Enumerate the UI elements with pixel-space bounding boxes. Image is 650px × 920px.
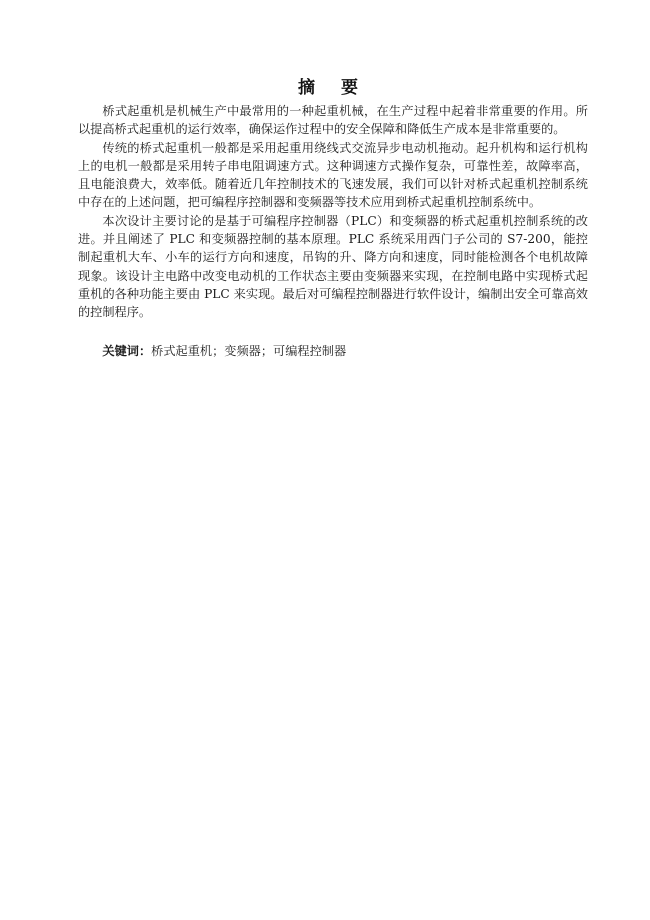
keywords-label: 关键词： — [102, 343, 152, 358]
keywords-text: 桥式起重机；变频器；可编程控制器 — [151, 343, 347, 358]
abstract-section — [78, 77, 588, 360]
abstract-paragraph-2: 传统的桥式起重机一般都是采用起重用绕线式交流异步电动机拖动。起升机构和运行机构上的电机一般都是采用转子串电阻调速方式。这种调速方式操作复杂，可靠性差，故障率高，且电能浪费大，效率低。随着近几年控制技术的飞速发展，我们可以针对桥式起重机控制系统中存在的上述问题，把可编程序控制器和变频器等技术应用到桥式起重机控制系统中。 — [78, 140, 588, 210]
abstract-title: 摘 要 — [298, 78, 368, 98]
abstract-paragraph-1: 桥式起重机是机械生产中最常用的一种起重机械，在生产过程中起着非常重要的作用。所以提高桥式起重机的运行效率，确保运作过程中的安全保障和降低生产成本是非常重要的。 — [78, 104, 588, 137]
keywords-line — [78, 342, 588, 360]
abstract-paragraph-3: 本次设计主要讨论的是基于可编程序控制器（PLC）和变频器的桥式起重机控制系统的改进。并且阐述了 PLC 和变频器控制的基本原理。PLC 系统采用西门子公司的 S7-200，能控制起重机大车、小车的运行方向和速度，吊钩的升、降方向和速度，同时能检测各个电机故障现象。该设计主电路中改变电动机的工作状态主要由变频器来实现，在控制电路中实现桥式起重机的各种功能主要由 PLC 来实现。最后对可编程控制器进行软件设计，编制出安全可靠高效的控制程序。 — [78, 213, 588, 320]
